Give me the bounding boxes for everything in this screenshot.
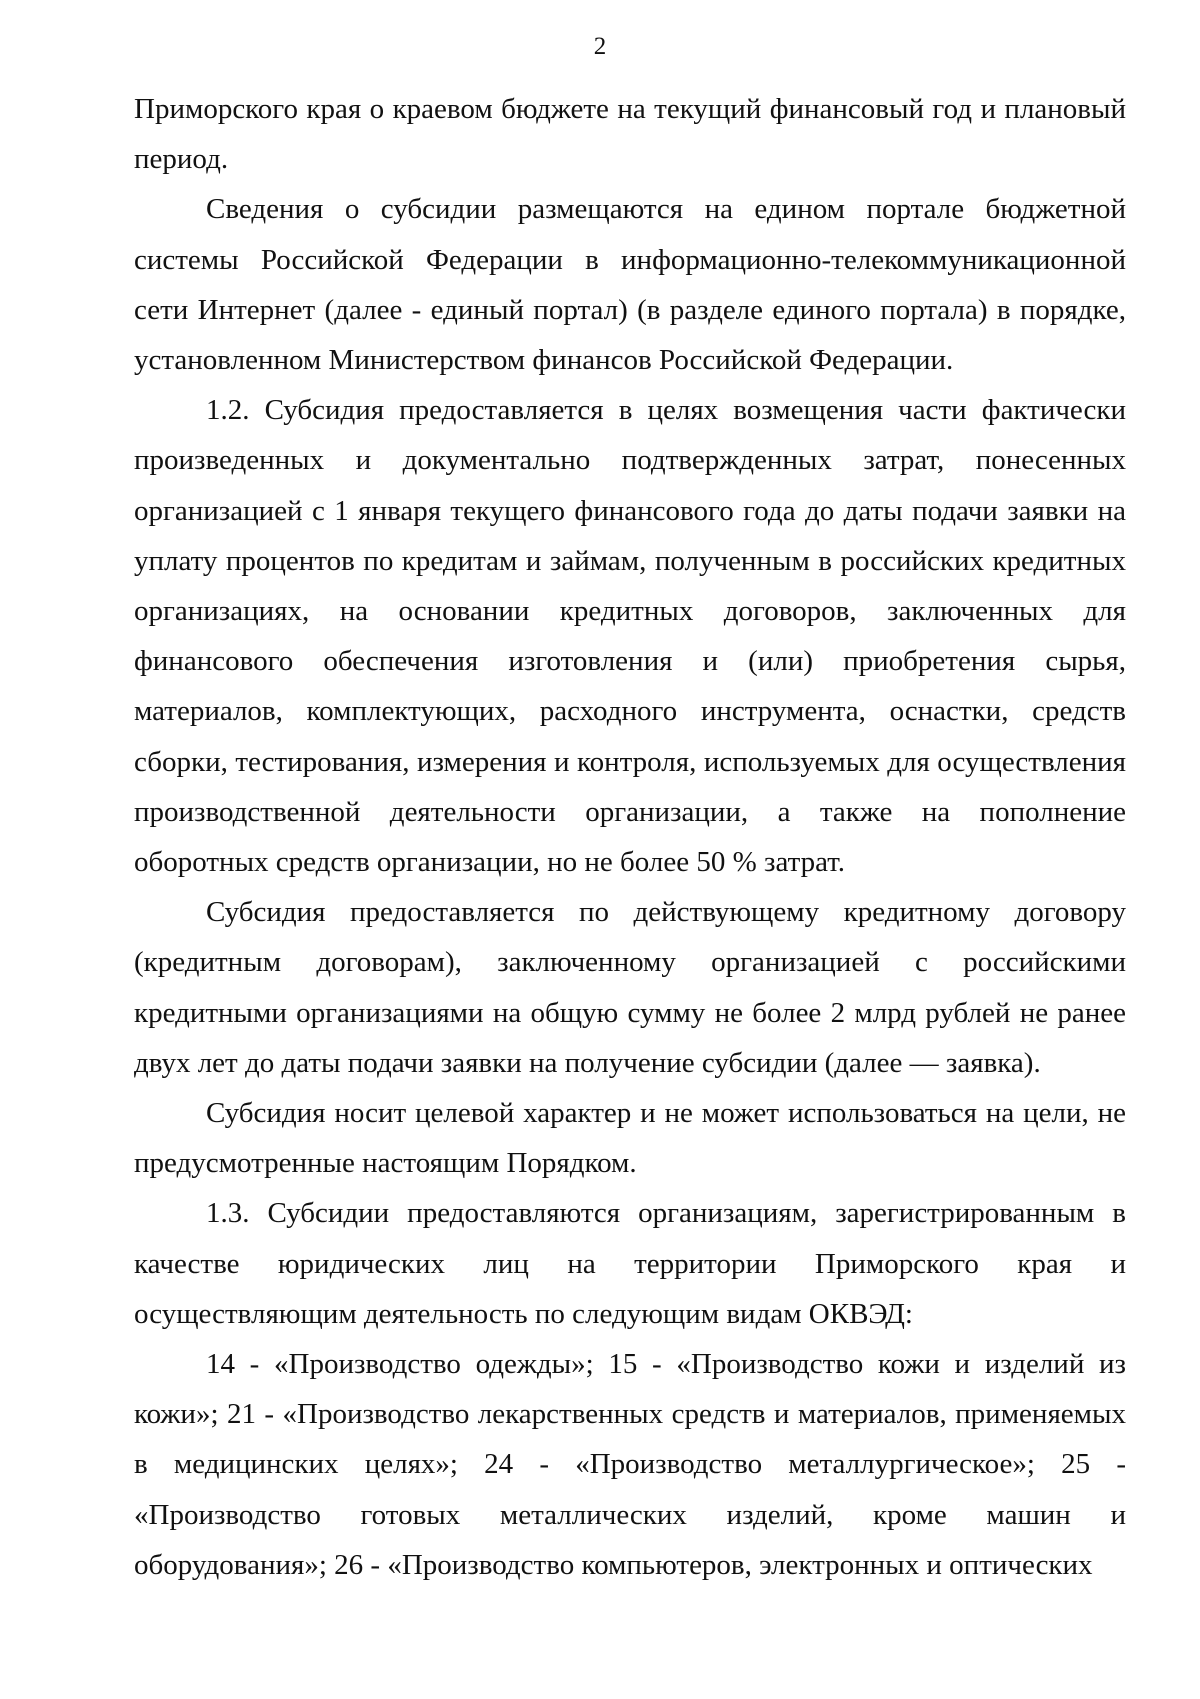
document-body — [134, 84, 1126, 1590]
paragraph-1-2-purpose: 1.2. Субсидия предоставляется в целях возмещения части фактически произведенных и документально подтвержденных затрат, понесенных организацией с 1 января текущего финансового года до даты подачи заявки на уплату процентов по кредитам и займам, полученным в российских кредитных организациях, на основании кредитных договоров, заключенных для финансового обеспечения изготовления и (или) приобретения сырья, материалов, комплектующих, расходного инструмента, оснастки, средств сборки, тестирования, измерения и контроля, используемых для осуществления производственной деятельности организации, а также на пополнение оборотных средств организации, но не более 50 % затрат. — [134, 394, 1126, 879]
paragraph-okved-list: 14 - «Производство одежды»; 15 - «Производство кожи и изделий из кожи»; 21 - «Производство лекарственных средств и материалов, применяемых в медицинских целях»; 24 - «Производство металлургическое»; 25 - «Производство готовых металлических изделий, кроме машин и оборудования»; 26 - «Производство компьютеров, электронных и оптических — [134, 1348, 1126, 1581]
paragraph-1-3-recipients: 1.3. Субсидии предоставляются организациям, зарегистрированным в качестве юридических лиц на территории Приморского края и осуществляющим деятельность по следующим видам ОКВЭД: — [134, 1197, 1126, 1330]
paragraph-budget-period: Приморского края о краевом бюджете на текущий финансовый год и плановый период. — [134, 93, 1126, 176]
page-number: 2 — [593, 33, 607, 60]
paragraph-credit-agreement: Субсидия предоставляется по действующему кредитному договору (кредитным договорам), заключенному организацией с российскими кредитными организациями на общую сумму не более 2 млрд рублей не ранее двух лет до даты подачи заявки на получение субсидии (далее — заявка). — [134, 896, 1126, 1079]
paragraph-target-character: Субсидия носит целевой характер и не может использоваться на цели, не предусмотренные настоящим Порядком. — [134, 1097, 1126, 1180]
paragraph-portal-info: Сведения о субсидии размещаются на едином портале бюджетной системы Российской Федерации в информационно-телекоммуникационной сети Интернет (далее - единый портал) (в разделе единого портала) в порядке, установленном Министерством финансов Российской Федерации. — [134, 193, 1126, 377]
